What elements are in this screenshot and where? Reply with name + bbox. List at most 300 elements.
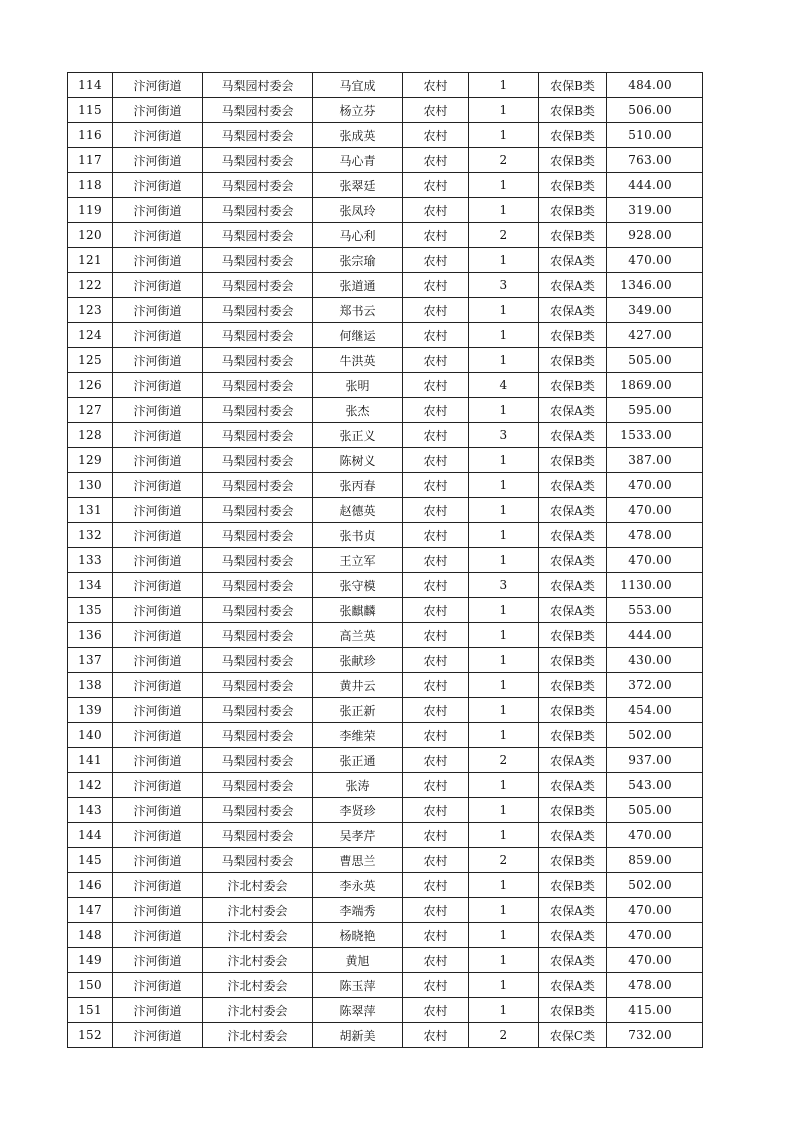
person-name-cell: 张涛 <box>313 773 403 798</box>
person-count-cell: 2 <box>469 1023 539 1048</box>
village-committee-cell: 马梨园村委会 <box>203 173 313 198</box>
amount-cell: 430.00 <box>607 648 703 673</box>
person-name-cell: 张明 <box>313 373 403 398</box>
insurance-class-cell: 农保B类 <box>539 648 607 673</box>
amount-cell: 470.00 <box>607 473 703 498</box>
row-number-cell: 130 <box>68 473 113 498</box>
person-count-cell: 1 <box>469 948 539 973</box>
amount-cell: 478.00 <box>607 523 703 548</box>
village-committee-cell: 马梨园村委会 <box>203 723 313 748</box>
person-name-cell: 李端秀 <box>313 898 403 923</box>
insurance-class-cell: 农保C类 <box>539 1023 607 1048</box>
insurance-class-cell: 农保B类 <box>539 323 607 348</box>
person-count-cell: 1 <box>469 998 539 1023</box>
household-type-cell: 农村 <box>403 748 469 773</box>
person-name-cell: 李贤珍 <box>313 798 403 823</box>
person-count-cell: 1 <box>469 923 539 948</box>
row-number-cell: 142 <box>68 773 113 798</box>
amount-cell: 484.00 <box>607 73 703 98</box>
amount-cell: 505.00 <box>607 798 703 823</box>
person-name-cell: 张成英 <box>313 123 403 148</box>
person-count-cell: 1 <box>469 623 539 648</box>
household-type-cell: 农村 <box>403 173 469 198</box>
household-type-cell: 农村 <box>403 123 469 148</box>
village-committee-cell: 马梨园村委会 <box>203 848 313 873</box>
person-count-cell: 2 <box>469 848 539 873</box>
person-name-cell: 王立军 <box>313 548 403 573</box>
amount-cell: 470.00 <box>607 498 703 523</box>
person-count-cell: 1 <box>469 323 539 348</box>
village-committee-cell: 汴北村委会 <box>203 998 313 1023</box>
person-name-cell: 何继运 <box>313 323 403 348</box>
insurance-class-cell: 农保B类 <box>539 798 607 823</box>
street-cell: 汴河街道 <box>113 623 203 648</box>
household-type-cell: 农村 <box>403 673 469 698</box>
person-count-cell: 1 <box>469 448 539 473</box>
insurance-class-cell: 农保A类 <box>539 498 607 523</box>
table-row <box>68 948 703 973</box>
street-cell: 汴河街道 <box>113 248 203 273</box>
village-committee-cell: 马梨园村委会 <box>203 198 313 223</box>
amount-cell: 470.00 <box>607 548 703 573</box>
village-committee-cell: 汴北村委会 <box>203 1023 313 1048</box>
table-row <box>68 298 703 323</box>
village-committee-cell: 马梨园村委会 <box>203 748 313 773</box>
amount-cell: 1869.00 <box>607 373 703 398</box>
person-name-cell: 张献珍 <box>313 648 403 673</box>
household-type-cell: 农村 <box>403 698 469 723</box>
household-type-cell: 农村 <box>403 223 469 248</box>
table-row <box>68 273 703 298</box>
household-type-cell: 农村 <box>403 148 469 173</box>
household-type-cell: 农村 <box>403 73 469 98</box>
insurance-class-cell: 农保A类 <box>539 773 607 798</box>
village-committee-cell: 汴北村委会 <box>203 923 313 948</box>
person-count-cell: 1 <box>469 898 539 923</box>
table-row <box>68 798 703 823</box>
table-row <box>68 73 703 98</box>
person-name-cell: 黄井云 <box>313 673 403 698</box>
table-row <box>68 998 703 1023</box>
street-cell: 汴河街道 <box>113 848 203 873</box>
person-name-cell: 马心利 <box>313 223 403 248</box>
household-type-cell: 农村 <box>403 298 469 323</box>
village-committee-cell: 马梨园村委会 <box>203 823 313 848</box>
person-name-cell: 张正义 <box>313 423 403 448</box>
person-name-cell: 陈翠萍 <box>313 998 403 1023</box>
row-number-cell: 141 <box>68 748 113 773</box>
insurance-class-cell: 农保A类 <box>539 923 607 948</box>
table-row <box>68 598 703 623</box>
row-number-cell: 123 <box>68 298 113 323</box>
table-row <box>68 473 703 498</box>
insurance-class-cell: 农保B类 <box>539 223 607 248</box>
street-cell: 汴河街道 <box>113 398 203 423</box>
household-type-cell: 农村 <box>403 848 469 873</box>
household-type-cell: 农村 <box>403 623 469 648</box>
street-cell: 汴河街道 <box>113 298 203 323</box>
household-type-cell: 农村 <box>403 823 469 848</box>
street-cell: 汴河街道 <box>113 548 203 573</box>
household-type-cell: 农村 <box>403 498 469 523</box>
village-committee-cell: 马梨园村委会 <box>203 223 313 248</box>
row-number-cell: 135 <box>68 598 113 623</box>
person-name-cell: 郑书云 <box>313 298 403 323</box>
allowance-table <box>67 72 703 1048</box>
street-cell: 汴河街道 <box>113 573 203 598</box>
amount-cell: 470.00 <box>607 823 703 848</box>
amount-cell: 502.00 <box>607 873 703 898</box>
person-count-cell: 3 <box>469 273 539 298</box>
household-type-cell: 农村 <box>403 998 469 1023</box>
amount-cell: 470.00 <box>607 923 703 948</box>
street-cell: 汴河街道 <box>113 973 203 998</box>
amount-cell: 553.00 <box>607 598 703 623</box>
street-cell: 汴河街道 <box>113 648 203 673</box>
table-row <box>68 823 703 848</box>
person-count-cell: 1 <box>469 598 539 623</box>
table-row <box>68 373 703 398</box>
person-count-cell: 1 <box>469 98 539 123</box>
street-cell: 汴河街道 <box>113 98 203 123</box>
insurance-class-cell: 农保A类 <box>539 598 607 623</box>
row-number-cell: 151 <box>68 998 113 1023</box>
insurance-class-cell: 农保A类 <box>539 473 607 498</box>
amount-cell: 506.00 <box>607 98 703 123</box>
person-count-cell: 2 <box>469 148 539 173</box>
street-cell: 汴河街道 <box>113 948 203 973</box>
table-row <box>68 848 703 873</box>
insurance-class-cell: 农保B类 <box>539 848 607 873</box>
row-number-cell: 146 <box>68 873 113 898</box>
table-row <box>68 423 703 448</box>
person-count-cell: 1 <box>469 73 539 98</box>
street-cell: 汴河街道 <box>113 498 203 523</box>
insurance-class-cell: 农保A类 <box>539 273 607 298</box>
row-number-cell: 136 <box>68 623 113 648</box>
row-number-cell: 138 <box>68 673 113 698</box>
row-number-cell: 116 <box>68 123 113 148</box>
table-row <box>68 323 703 348</box>
street-cell: 汴河街道 <box>113 898 203 923</box>
person-name-cell: 牛洪英 <box>313 348 403 373</box>
person-count-cell: 1 <box>469 698 539 723</box>
table-row <box>68 398 703 423</box>
household-type-cell: 农村 <box>403 923 469 948</box>
insurance-class-cell: 农保A类 <box>539 248 607 273</box>
amount-cell: 1130.00 <box>607 573 703 598</box>
street-cell: 汴河街道 <box>113 823 203 848</box>
household-type-cell: 农村 <box>403 323 469 348</box>
table-row <box>68 223 703 248</box>
village-committee-cell: 马梨园村委会 <box>203 798 313 823</box>
village-committee-cell: 马梨园村委会 <box>203 698 313 723</box>
row-number-cell: 115 <box>68 98 113 123</box>
row-number-cell: 150 <box>68 973 113 998</box>
person-count-cell: 1 <box>469 523 539 548</box>
person-count-cell: 1 <box>469 298 539 323</box>
person-name-cell: 张书贞 <box>313 523 403 548</box>
table-row <box>68 173 703 198</box>
row-number-cell: 148 <box>68 923 113 948</box>
row-number-cell: 120 <box>68 223 113 248</box>
village-committee-cell: 汴北村委会 <box>203 873 313 898</box>
row-number-cell: 126 <box>68 373 113 398</box>
row-number-cell: 119 <box>68 198 113 223</box>
table-row <box>68 923 703 948</box>
person-count-cell: 1 <box>469 198 539 223</box>
insurance-class-cell: 农保A类 <box>539 398 607 423</box>
street-cell: 汴河街道 <box>113 323 203 348</box>
person-count-cell: 1 <box>469 248 539 273</box>
person-name-cell: 张守模 <box>313 573 403 598</box>
table-row <box>68 498 703 523</box>
village-committee-cell: 马梨园村委会 <box>203 398 313 423</box>
row-number-cell: 131 <box>68 498 113 523</box>
person-count-cell: 1 <box>469 798 539 823</box>
amount-cell: 595.00 <box>607 398 703 423</box>
insurance-class-cell: 农保B类 <box>539 873 607 898</box>
insurance-class-cell: 农保B类 <box>539 998 607 1023</box>
table-row <box>68 873 703 898</box>
household-type-cell: 农村 <box>403 198 469 223</box>
amount-cell: 859.00 <box>607 848 703 873</box>
village-committee-cell: 马梨园村委会 <box>203 473 313 498</box>
household-type-cell: 农村 <box>403 948 469 973</box>
household-type-cell: 农村 <box>403 548 469 573</box>
village-committee-cell: 马梨园村委会 <box>203 623 313 648</box>
person-name-cell: 李维荣 <box>313 723 403 748</box>
household-type-cell: 农村 <box>403 448 469 473</box>
person-name-cell: 马宜成 <box>313 73 403 98</box>
insurance-class-cell: 农保B类 <box>539 373 607 398</box>
person-count-cell: 1 <box>469 348 539 373</box>
person-name-cell: 张麒麟 <box>313 598 403 623</box>
street-cell: 汴河街道 <box>113 123 203 148</box>
household-type-cell: 农村 <box>403 973 469 998</box>
amount-cell: 937.00 <box>607 748 703 773</box>
insurance-class-cell: 农保B类 <box>539 723 607 748</box>
table-row <box>68 448 703 473</box>
row-number-cell: 139 <box>68 698 113 723</box>
person-count-cell: 2 <box>469 223 539 248</box>
amount-cell: 470.00 <box>607 248 703 273</box>
household-type-cell: 农村 <box>403 898 469 923</box>
person-count-cell: 1 <box>469 548 539 573</box>
street-cell: 汴河街道 <box>113 698 203 723</box>
insurance-class-cell: 农保A类 <box>539 973 607 998</box>
household-type-cell: 农村 <box>403 348 469 373</box>
person-count-cell: 1 <box>469 498 539 523</box>
insurance-class-cell: 农保A类 <box>539 298 607 323</box>
street-cell: 汴河街道 <box>113 473 203 498</box>
village-committee-cell: 马梨园村委会 <box>203 298 313 323</box>
person-count-cell: 1 <box>469 398 539 423</box>
village-committee-cell: 马梨园村委会 <box>203 348 313 373</box>
street-cell: 汴河街道 <box>113 223 203 248</box>
table-row <box>68 898 703 923</box>
amount-cell: 444.00 <box>607 623 703 648</box>
table-row <box>68 723 703 748</box>
row-number-cell: 134 <box>68 573 113 598</box>
street-cell: 汴河街道 <box>113 273 203 298</box>
village-committee-cell: 汴北村委会 <box>203 973 313 998</box>
street-cell: 汴河街道 <box>113 923 203 948</box>
village-committee-cell: 马梨园村委会 <box>203 123 313 148</box>
amount-cell: 763.00 <box>607 148 703 173</box>
insurance-class-cell: 农保B类 <box>539 698 607 723</box>
village-committee-cell: 马梨园村委会 <box>203 773 313 798</box>
table-row <box>68 748 703 773</box>
amount-cell: 387.00 <box>607 448 703 473</box>
person-count-cell: 1 <box>469 173 539 198</box>
person-name-cell: 张宗瑜 <box>313 248 403 273</box>
amount-cell: 928.00 <box>607 223 703 248</box>
amount-cell: 349.00 <box>607 298 703 323</box>
village-committee-cell: 马梨园村委会 <box>203 98 313 123</box>
insurance-class-cell: 农保B类 <box>539 673 607 698</box>
person-name-cell: 马心青 <box>313 148 403 173</box>
amount-cell: 478.00 <box>607 973 703 998</box>
household-type-cell: 农村 <box>403 473 469 498</box>
person-name-cell: 高兰英 <box>313 623 403 648</box>
person-name-cell: 吴孝芹 <box>313 823 403 848</box>
insurance-class-cell: 农保B类 <box>539 73 607 98</box>
household-type-cell: 农村 <box>403 648 469 673</box>
person-name-cell: 陈树义 <box>313 448 403 473</box>
person-name-cell: 赵德英 <box>313 498 403 523</box>
person-name-cell: 杨立芬 <box>313 98 403 123</box>
person-name-cell: 张正新 <box>313 698 403 723</box>
village-committee-cell: 马梨园村委会 <box>203 673 313 698</box>
table-row <box>68 673 703 698</box>
table-row <box>68 698 703 723</box>
person-name-cell: 曹思兰 <box>313 848 403 873</box>
amount-cell: 505.00 <box>607 348 703 373</box>
village-committee-cell: 马梨园村委会 <box>203 648 313 673</box>
insurance-class-cell: 农保A类 <box>539 948 607 973</box>
household-type-cell: 农村 <box>403 773 469 798</box>
row-number-cell: 129 <box>68 448 113 473</box>
person-count-cell: 3 <box>469 423 539 448</box>
row-number-cell: 121 <box>68 248 113 273</box>
table-row <box>68 548 703 573</box>
street-cell: 汴河街道 <box>113 448 203 473</box>
amount-cell: 510.00 <box>607 123 703 148</box>
row-number-cell: 127 <box>68 398 113 423</box>
table-row <box>68 573 703 598</box>
amount-cell: 444.00 <box>607 173 703 198</box>
village-committee-cell: 马梨园村委会 <box>203 573 313 598</box>
row-number-cell: 143 <box>68 798 113 823</box>
village-committee-cell: 马梨园村委会 <box>203 73 313 98</box>
street-cell: 汴河街道 <box>113 198 203 223</box>
row-number-cell: 117 <box>68 148 113 173</box>
row-number-cell: 145 <box>68 848 113 873</box>
street-cell: 汴河街道 <box>113 798 203 823</box>
row-number-cell: 144 <box>68 823 113 848</box>
village-committee-cell: 马梨园村委会 <box>203 148 313 173</box>
household-type-cell: 农村 <box>403 723 469 748</box>
amount-cell: 470.00 <box>607 898 703 923</box>
street-cell: 汴河街道 <box>113 148 203 173</box>
amount-cell: 319.00 <box>607 198 703 223</box>
household-type-cell: 农村 <box>403 523 469 548</box>
household-type-cell: 农村 <box>403 398 469 423</box>
person-name-cell: 张丙春 <box>313 473 403 498</box>
amount-cell: 372.00 <box>607 673 703 698</box>
table-row <box>68 648 703 673</box>
street-cell: 汴河街道 <box>113 748 203 773</box>
person-count-cell: 2 <box>469 748 539 773</box>
insurance-class-cell: 农保A类 <box>539 523 607 548</box>
insurance-class-cell: 农保B类 <box>539 448 607 473</box>
person-name-cell: 张正通 <box>313 748 403 773</box>
household-type-cell: 农村 <box>403 248 469 273</box>
table-row <box>68 198 703 223</box>
person-count-cell: 1 <box>469 823 539 848</box>
person-name-cell: 陈玉萍 <box>313 973 403 998</box>
person-name-cell: 杨晓艳 <box>313 923 403 948</box>
household-type-cell: 农村 <box>403 798 469 823</box>
table-row <box>68 973 703 998</box>
person-count-cell: 1 <box>469 673 539 698</box>
village-committee-cell: 马梨园村委会 <box>203 373 313 398</box>
village-committee-cell: 马梨园村委会 <box>203 248 313 273</box>
table-row <box>68 98 703 123</box>
village-committee-cell: 马梨园村委会 <box>203 448 313 473</box>
amount-cell: 732.00 <box>607 1023 703 1048</box>
person-name-cell: 张杰 <box>313 398 403 423</box>
street-cell: 汴河街道 <box>113 173 203 198</box>
amount-cell: 427.00 <box>607 323 703 348</box>
street-cell: 汴河街道 <box>113 523 203 548</box>
amount-cell: 415.00 <box>607 998 703 1023</box>
person-name-cell: 黄旭 <box>313 948 403 973</box>
insurance-class-cell: 农保A类 <box>539 573 607 598</box>
row-number-cell: 149 <box>68 948 113 973</box>
amount-cell: 454.00 <box>607 698 703 723</box>
table-row <box>68 623 703 648</box>
insurance-class-cell: 农保B类 <box>539 98 607 123</box>
insurance-class-cell: 农保A类 <box>539 898 607 923</box>
amount-cell: 502.00 <box>607 723 703 748</box>
person-name-cell: 张凤玲 <box>313 198 403 223</box>
household-type-cell: 农村 <box>403 1023 469 1048</box>
street-cell: 汴河街道 <box>113 1023 203 1048</box>
table-row <box>68 773 703 798</box>
street-cell: 汴河街道 <box>113 873 203 898</box>
insurance-class-cell: 农保B类 <box>539 148 607 173</box>
person-name-cell: 张翠廷 <box>313 173 403 198</box>
row-number-cell: 133 <box>68 548 113 573</box>
person-count-cell: 1 <box>469 473 539 498</box>
village-committee-cell: 马梨园村委会 <box>203 548 313 573</box>
household-type-cell: 农村 <box>403 273 469 298</box>
village-committee-cell: 马梨园村委会 <box>203 498 313 523</box>
person-count-cell: 1 <box>469 123 539 148</box>
household-type-cell: 农村 <box>403 573 469 598</box>
insurance-class-cell: 农保B类 <box>539 198 607 223</box>
household-type-cell: 农村 <box>403 373 469 398</box>
street-cell: 汴河街道 <box>113 598 203 623</box>
table-row <box>68 1023 703 1048</box>
person-count-cell: 1 <box>469 773 539 798</box>
street-cell: 汴河街道 <box>113 673 203 698</box>
row-number-cell: 128 <box>68 423 113 448</box>
insurance-class-cell: 农保B类 <box>539 623 607 648</box>
household-type-cell: 农村 <box>403 873 469 898</box>
